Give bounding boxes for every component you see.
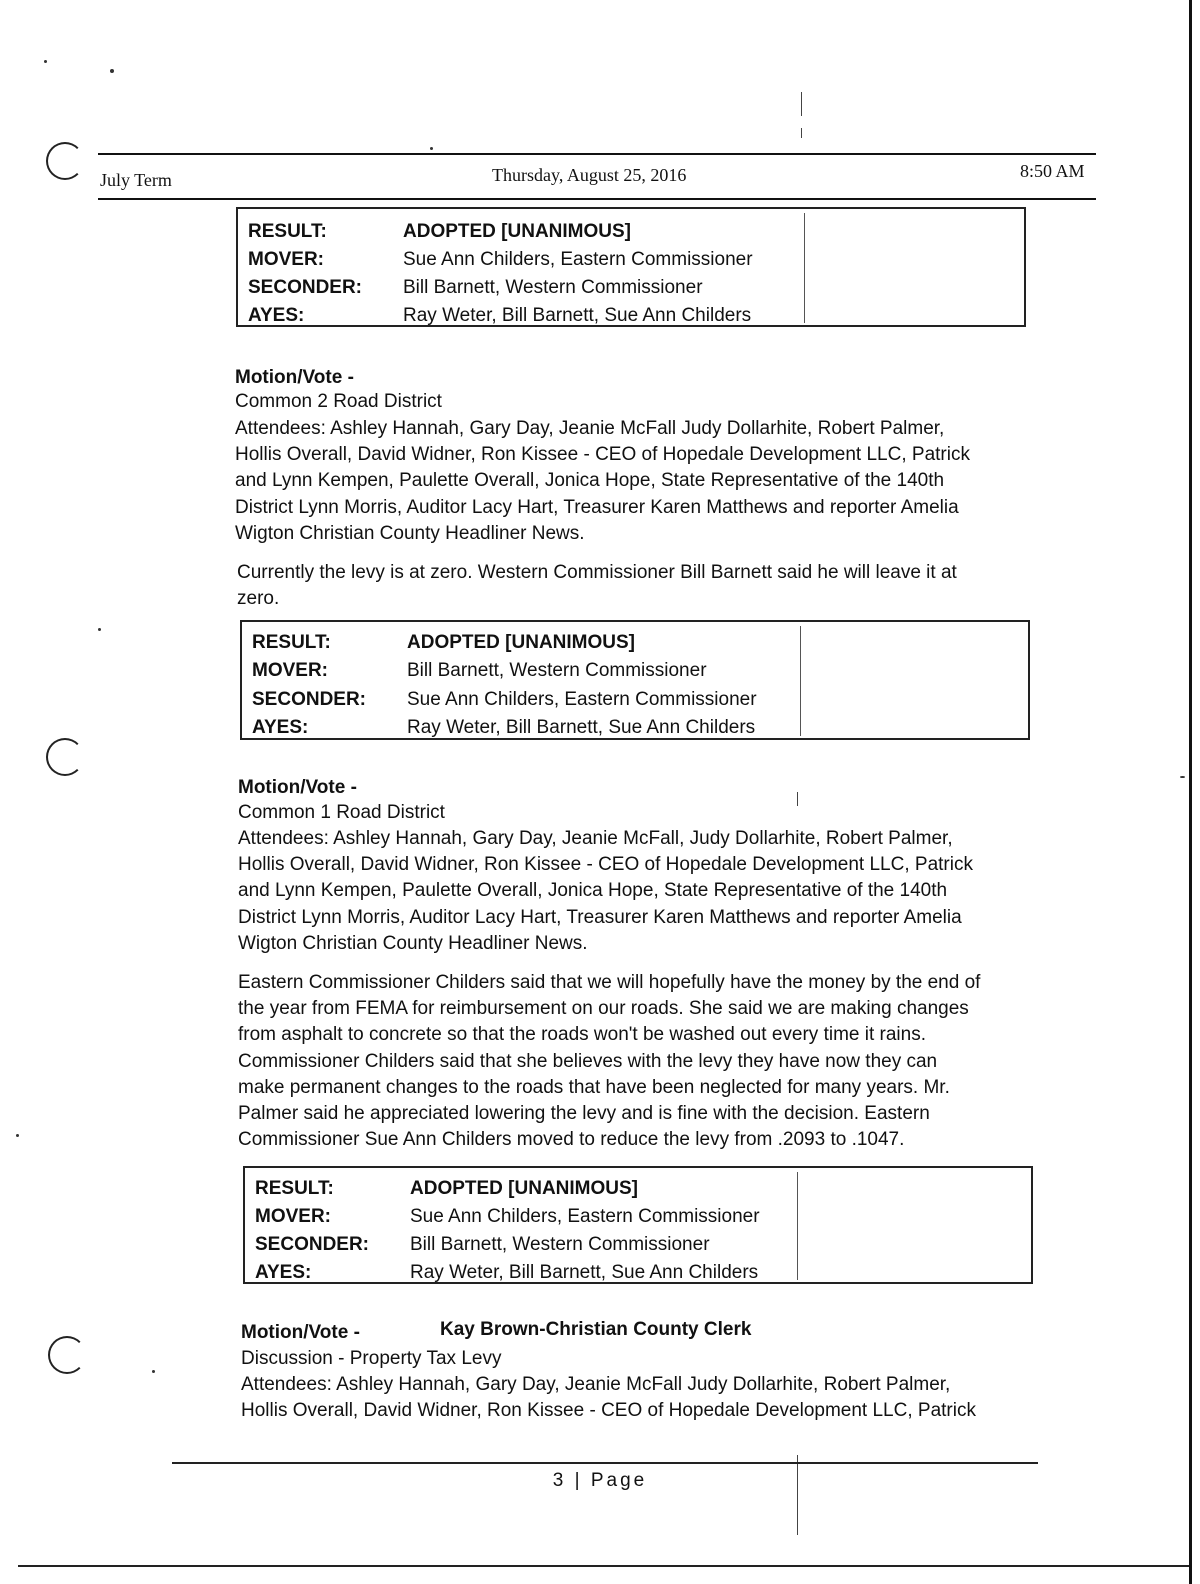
label-result: RESULT: [252, 632, 331, 653]
discussion-line: zero. [237, 588, 280, 610]
discussion-paragraph [238, 970, 980, 1153]
punch-hole-bottom [48, 1336, 86, 1374]
label-seconder: SECONDER: [255, 1234, 370, 1255]
page-number: 3 | Page [552, 1470, 648, 1491]
attendees-paragraph [238, 826, 973, 957]
scan-mark [801, 92, 802, 116]
label-result: RESULT: [248, 221, 327, 242]
scan-speck [430, 147, 433, 150]
label-ayes: AYES: [248, 305, 305, 326]
vote-ayes-value: Ray Weter, Bill Barnett, Sue Ann Childers [403, 305, 752, 326]
vote-result-value: ADOPTED [UNANIMOUS] [407, 632, 635, 653]
attendees-paragraph [235, 416, 970, 547]
label-mover: MOVER: [248, 249, 324, 270]
vote-result-value: ADOPTED [UNANIMOUS] [403, 221, 631, 242]
vote-result-box-3 [243, 1166, 1033, 1284]
attendees-line: Hollis Overall, David Widner, Ron Kissee - CEO of Hopedale Development LLC, Patrick [241, 1400, 976, 1422]
vote-mover-value: Sue Ann Childers, Eastern Commissioner [403, 249, 753, 270]
label-result: RESULT: [255, 1178, 334, 1199]
scan-mark [801, 128, 802, 138]
label-ayes: AYES: [252, 717, 309, 738]
label-seconder: SECONDER: [252, 689, 367, 710]
label-mover: MOVER: [255, 1206, 331, 1227]
footer-rule [172, 1462, 1038, 1464]
header-date: Thursday, August 25, 2016 [492, 165, 687, 185]
attendees-paragraph [241, 1372, 976, 1424]
motion-subject: Common 1 Road District [238, 802, 445, 823]
attendees-line: District Lynn Morris, Auditor Lacy Hart, Treasurer Karen Matthews and reporter Amelia [235, 496, 959, 518]
attendees-line: District Lynn Morris, Auditor Lacy Hart, Treasurer Karen Matthews and reporter Amelia [238, 906, 962, 928]
scan-speck [110, 69, 114, 73]
discussion-line: make permanent changes to the roads that have been neglected for many years. Mr. [238, 1076, 950, 1098]
scan-speck [44, 60, 47, 63]
header-rule-top [98, 153, 1096, 155]
vote-ayes-value: Ray Weter, Bill Barnett, Sue Ann Childers [407, 717, 756, 738]
attendees-line: and Lynn Kempen, Paulette Overall, Jonica Hope, State Representative of the 140th [235, 470, 945, 492]
discussion-line: Currently the levy is at zero. Western Commissioner Bill Barnett said he will leave it at [237, 562, 957, 583]
attendees-line: Hollis Overall, David Widner, Ron Kissee - CEO of Hopedale Development LLC, Patrick [238, 854, 973, 876]
attendees-line: Wigton Christian County Headliner News. [238, 932, 588, 954]
label-seconder: SECONDER: [248, 277, 363, 298]
punch-hole-top [46, 142, 84, 180]
motion-title: Motion/Vote - [241, 1322, 360, 1343]
vote-box-divider [797, 1172, 798, 1280]
attendees-line: Wigton Christian County Headliner News. [235, 522, 585, 544]
discussion-line: Eastern Commissioner Childers said that we will hopefully have the money by the end of [238, 972, 981, 993]
scan-speck [16, 1134, 19, 1137]
attendees-line: Attendees: Ashley Hannah, Gary Day, Jeanie McFall Judy Dollarhite, Robert Palmer, [241, 1374, 951, 1395]
scan-mark [797, 1455, 798, 1535]
header-rule-bottom [98, 198, 1096, 200]
scan-edge-bottom [18, 1565, 1189, 1567]
motion-title: Motion/Vote - [238, 777, 357, 798]
header-term: July Term [100, 170, 172, 190]
discussion-line: Palmer said he appreciated lowering the levy and is fine with the decision. Eastern [238, 1103, 930, 1125]
discussion-line: Commissioner Childers said that she believes with the levy they have now they can [238, 1050, 938, 1072]
vote-mover-value: Bill Barnett, Western Commissioner [407, 660, 707, 681]
vote-seconder-value: Bill Barnett, Western Commissioner [403, 277, 703, 298]
discussion-line: the year from FEMA for reimbursement on our roads. She said we are making changes [238, 998, 969, 1020]
motion-title: Motion/Vote - [235, 367, 354, 388]
motion-subject: Common 2 Road District [235, 391, 442, 412]
vote-result-value: ADOPTED [UNANIMOUS] [410, 1178, 638, 1199]
scan-mark [797, 792, 798, 806]
discussion-line: from asphalt to concrete so that the roads won't be washed out every time it rains. [238, 1024, 926, 1046]
scan-speck [98, 628, 101, 631]
scan-speck [152, 1370, 155, 1373]
vote-box-divider [800, 626, 801, 736]
vote-seconder-value: Sue Ann Childers, Eastern Commissioner [407, 689, 757, 710]
scan-speck [1180, 776, 1185, 778]
vote-result-box-2 [240, 620, 1030, 740]
vote-ayes-value: Ray Weter, Bill Barnett, Sue Ann Childers [410, 1262, 759, 1283]
scan-edge-right [1189, 0, 1192, 1584]
label-mover: MOVER: [252, 660, 328, 681]
header-time: 8:50 AM [1020, 161, 1085, 181]
vote-box-divider [804, 213, 805, 323]
attendees-line: Attendees: Ashley Hannah, Gary Day, Jeanie McFall, Judy Dollarhite, Robert Palmer, [238, 828, 953, 849]
vote-seconder-value: Bill Barnett, Western Commissioner [410, 1234, 710, 1255]
vote-mover-value: Sue Ann Childers, Eastern Commissioner [410, 1206, 760, 1227]
motion-presenter: Kay Brown-Christian County Clerk [440, 1319, 752, 1340]
discussion-line: Commissioner Sue Ann Childers moved to reduce the levy from .2093 to .1047. [238, 1129, 905, 1151]
attendees-line: Hollis Overall, David Widner, Ron Kissee - CEO of Hopedale Development LLC, Patrick [235, 444, 970, 466]
label-ayes: AYES: [255, 1262, 312, 1283]
vote-result-box-1 [236, 207, 1026, 327]
punch-hole-middle [46, 738, 84, 776]
attendees-line: Attendees: Ashley Hannah, Gary Day, Jeanie McFall Judy Dollarhite, Robert Palmer, [235, 418, 945, 439]
discussion-paragraph [237, 560, 957, 612]
motion-discussion-topic: Discussion - Property Tax Levy [241, 1348, 502, 1369]
attendees-line: and Lynn Kempen, Paulette Overall, Jonica Hope, State Representative of the 140th [238, 880, 948, 902]
